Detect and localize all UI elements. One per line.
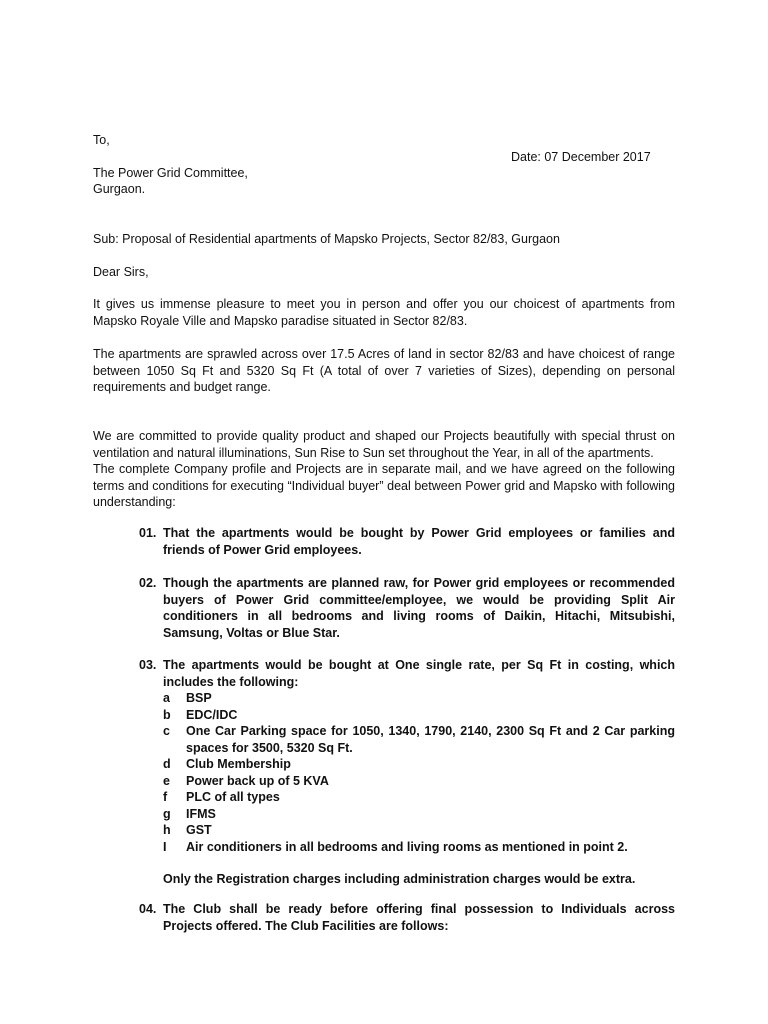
- list-item: e Power back up of 5 KVA: [163, 773, 329, 788]
- term-item-03: [139, 657, 675, 888]
- term-number: 01.: [139, 526, 157, 540]
- list-item: d Club Membership: [163, 757, 291, 771]
- inclusions-list: [163, 690, 675, 855]
- subject-line: Sub: Proposal of Residential apartments of Mapsko Projects, Sector 82/83, Gurgaon: [93, 232, 560, 246]
- paragraph-commitment: We are committed to provide quality product and shaped our Projects beautifully with special thrust on ventilation and natural illuminations, Sun Rise to Sun set throughout the Year, in all of the apartments.: [93, 429, 675, 460]
- letter-date: Date: 07 December 2017: [511, 150, 651, 164]
- salutation: Dear Sirs,: [93, 265, 149, 279]
- term-item-02: [139, 575, 675, 641]
- list-item: c One Car Parking space for 1050, 1340, 1790, 2140, 2300 Sq Ft and 2 Car parking spaces for 3500, 5320 Sq Ft.: [163, 724, 675, 755]
- registration-note: Only the Registration charges including administration charges would be extra.: [163, 872, 636, 886]
- term-number: 02.: [139, 576, 157, 590]
- paragraph-apartments: The apartments are sprawled across over 17.5 Acres of land in sector 82/83 and have choicest of range between 1050 Sq Ft and 5320 Sq Ft (A total of over 7 varieties of Sizes), depending on personal requirements and budget range.: [93, 347, 675, 394]
- term-text: That the apartments would be bought by Power Grid employees or families and friends of Power Grid employees.: [163, 526, 675, 557]
- term-text: The apartments would be bought at One single rate, per Sq Ft in costing, which includes the following:: [163, 658, 675, 689]
- term-item-01: [139, 525, 675, 558]
- recipient-city: Gurgaon.: [93, 182, 146, 196]
- addressee-to: To,: [93, 133, 110, 147]
- term-item-04: [139, 901, 675, 934]
- term-text: The Club shall be ready before offering final possession to Individuals across Projects offered. The Club Facilities are follows:: [163, 902, 675, 933]
- paragraph-terms: The complete Company profile and Projects are in separate mail, and we have agreed on the following terms and conditions for executing “Individual buyer” deal between Power grid and Mapsko with following understanding:: [93, 462, 675, 509]
- list-item: h GST: [163, 823, 212, 837]
- letter-page: [93, 0, 675, 1024]
- list-item: I Air conditioners in all bedrooms and living rooms as mentioned in point 2.: [163, 839, 628, 854]
- term-number: 03.: [139, 658, 157, 672]
- list-item: a BSP: [163, 691, 212, 705]
- term-text: Though the apartments are planned raw, for Power grid employees or recommended buyers of Power Grid committee/employee, we would be providing Split Air conditioners in all bedrooms and living rooms of Daikin, Hitachi, Mitsubishi, Samsung, Voltas or Blue Star.: [163, 576, 675, 640]
- list-item: g IFMS: [163, 806, 216, 821]
- list-item: f PLC of all types: [163, 790, 280, 804]
- term-number: 04.: [139, 902, 157, 916]
- paragraph-intro: It gives us immense pleasure to meet you in person and offer you our choicest of apartments from Mapsko Royale Ville and Mapsko paradise situated in Sector 82/83.: [93, 297, 675, 328]
- recipient-name: The Power Grid Committee,: [93, 166, 248, 180]
- list-item: b EDC/IDC: [163, 707, 238, 722]
